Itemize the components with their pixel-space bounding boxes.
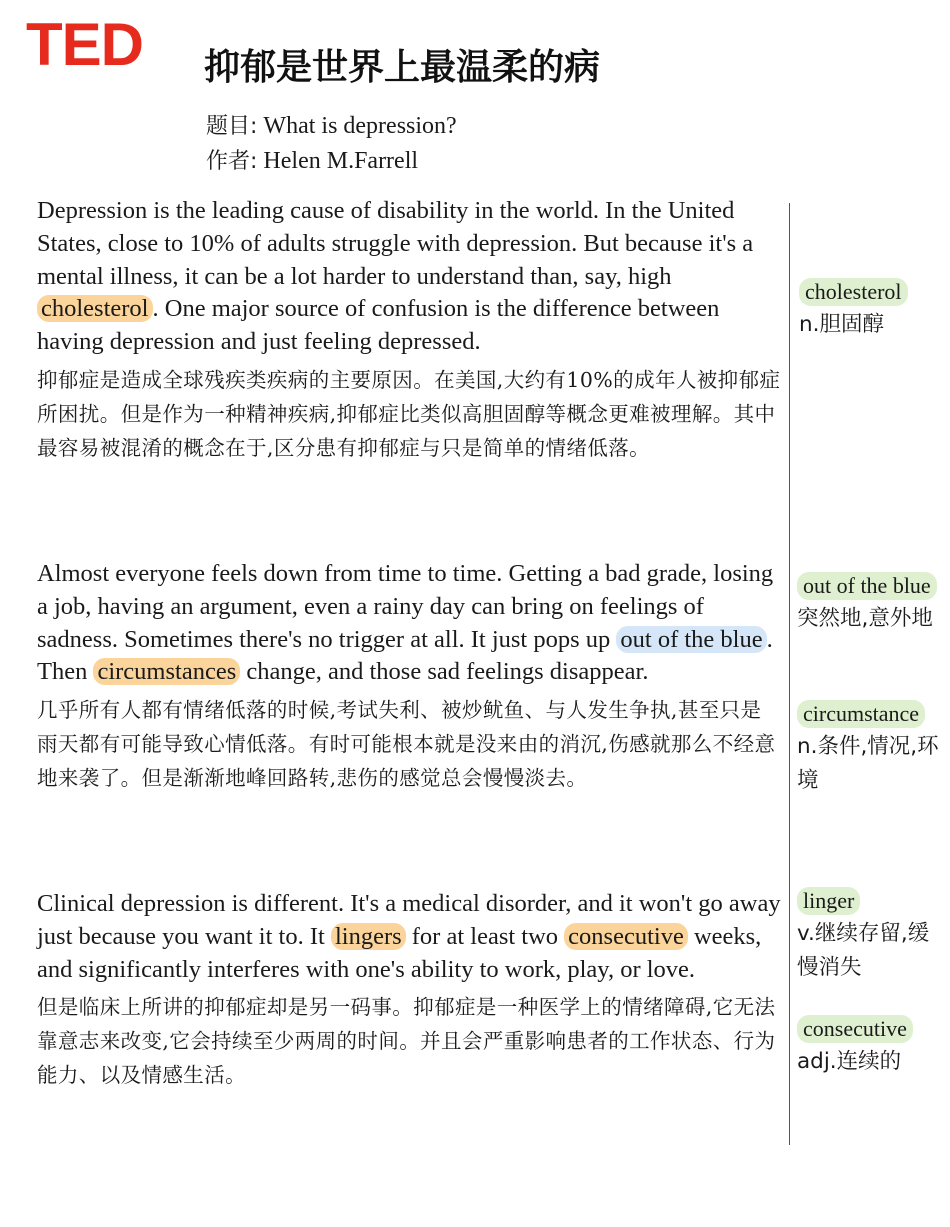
paragraph-1-english [37, 195, 782, 359]
page-title: 抑郁是世界上最温柔的病 [204, 47, 601, 88]
text-run: Depression is the leading cause of disability in the world. In the United States, close to 10% of adults struggle with depression. But because it's a mental illness, it can be a lot harder to understand than, say, high [37, 197, 754, 290]
highlight-circumstances[interactable]: circumstances [93, 658, 240, 685]
glossary-term: out of the blue [797, 572, 937, 600]
paragraph-2-english [37, 558, 782, 689]
ted-logo: TED [26, 11, 143, 78]
author-label: 作者: [206, 149, 258, 174]
glossary-entry-circumstance [797, 700, 947, 798]
column-divider [789, 203, 790, 1145]
paragraph-3-english [37, 888, 782, 986]
highlight-out-of-the-blue[interactable]: out of the blue [616, 626, 766, 653]
topic-line [206, 109, 457, 144]
glossary-entry-out-of-the-blue [797, 572, 947, 636]
text-run: weeks, and significantly interferes with one's ability to work, play, or love. [37, 922, 762, 983]
glossary-definition: adj.连续的 [797, 1049, 902, 1074]
paragraph-1-chinese: 抑郁症是造成全球残疾类疾病的主要原因。在美国,大约有10%的成年人被抑郁症所困扰。但是作为一种精神疾病,抑郁症比类似高胆固醇等概念更难被理解。其中最容易被混淆的概念在于,区分患有抑郁症与只是简单的情绪低落。 [37, 367, 781, 460]
paragraph-3-chinese: 但是临床上所讲的抑郁症却是另一码事。抑郁症是一种医学上的情绪障碍,它无法靠意志来改变,它会持续至少两周的时间。并且会严重影响患者的工作状态、行为能力、以及情感生活。 [37, 995, 776, 1087]
highlight-consecutive[interactable]: consecutive [564, 923, 688, 950]
author-value: Helen M.Farrell [263, 148, 419, 174]
text-run: change, and those sad feelings disappear. [246, 658, 649, 686]
glossary-definition: 突然地,意外地 [797, 606, 933, 631]
author-line [206, 144, 418, 179]
highlight-lingers[interactable]: lingers [331, 923, 406, 950]
paragraph-2 [37, 558, 782, 796]
text-run: for at least two [411, 922, 559, 950]
topic-value: What is depression? [263, 113, 457, 139]
glossary-term: cholesterol [799, 278, 908, 306]
paragraph-1 [37, 195, 782, 465]
topic-label: 题目: [206, 114, 258, 139]
paragraph-2-chinese: 几乎所有人都有情绪低落的时候,考试失利、被炒鱿鱼、与人发生争执,甚至只是雨天都有可能导致心情低落。有时可能根本就是没来由的消沉,伤感就那么不经意地来袭了。但是渐渐地峰回路转,悲伤的感觉总会慢慢淡去。 [37, 698, 776, 790]
text-run: . Then [37, 625, 773, 686]
text-run: Clinical depression is different. It's a medical disorder, and it won't go away just because you want it to. It [37, 890, 781, 950]
glossary-entry-cholesterol [799, 278, 949, 342]
glossary-term: linger [797, 887, 860, 915]
glossary-definition: v.继续存留,缓慢消失 [797, 921, 930, 980]
text-run: . One major source of confusion is the difference between having depression and just feeling depressed. [37, 295, 720, 356]
paragraph-3 [37, 888, 782, 1093]
glossary-entry-linger [797, 887, 947, 985]
glossary-term: circumstance [797, 700, 925, 728]
glossary-term: consecutive [797, 1015, 913, 1043]
highlight-cholesterol[interactable]: cholesterol [37, 295, 153, 322]
glossary-definition: n.胆固醇 [799, 312, 884, 337]
text-run: Almost everyone feels down from time to time. Getting a bad grade, losing a job, having an argument, even a rainy day can bring on feelings of sadness. Sometimes there's no trigger at all. It just pops up [37, 560, 774, 653]
glossary-definition: n.条件,情况,环境 [797, 734, 939, 793]
glossary-entry-consecutive [797, 1015, 947, 1079]
